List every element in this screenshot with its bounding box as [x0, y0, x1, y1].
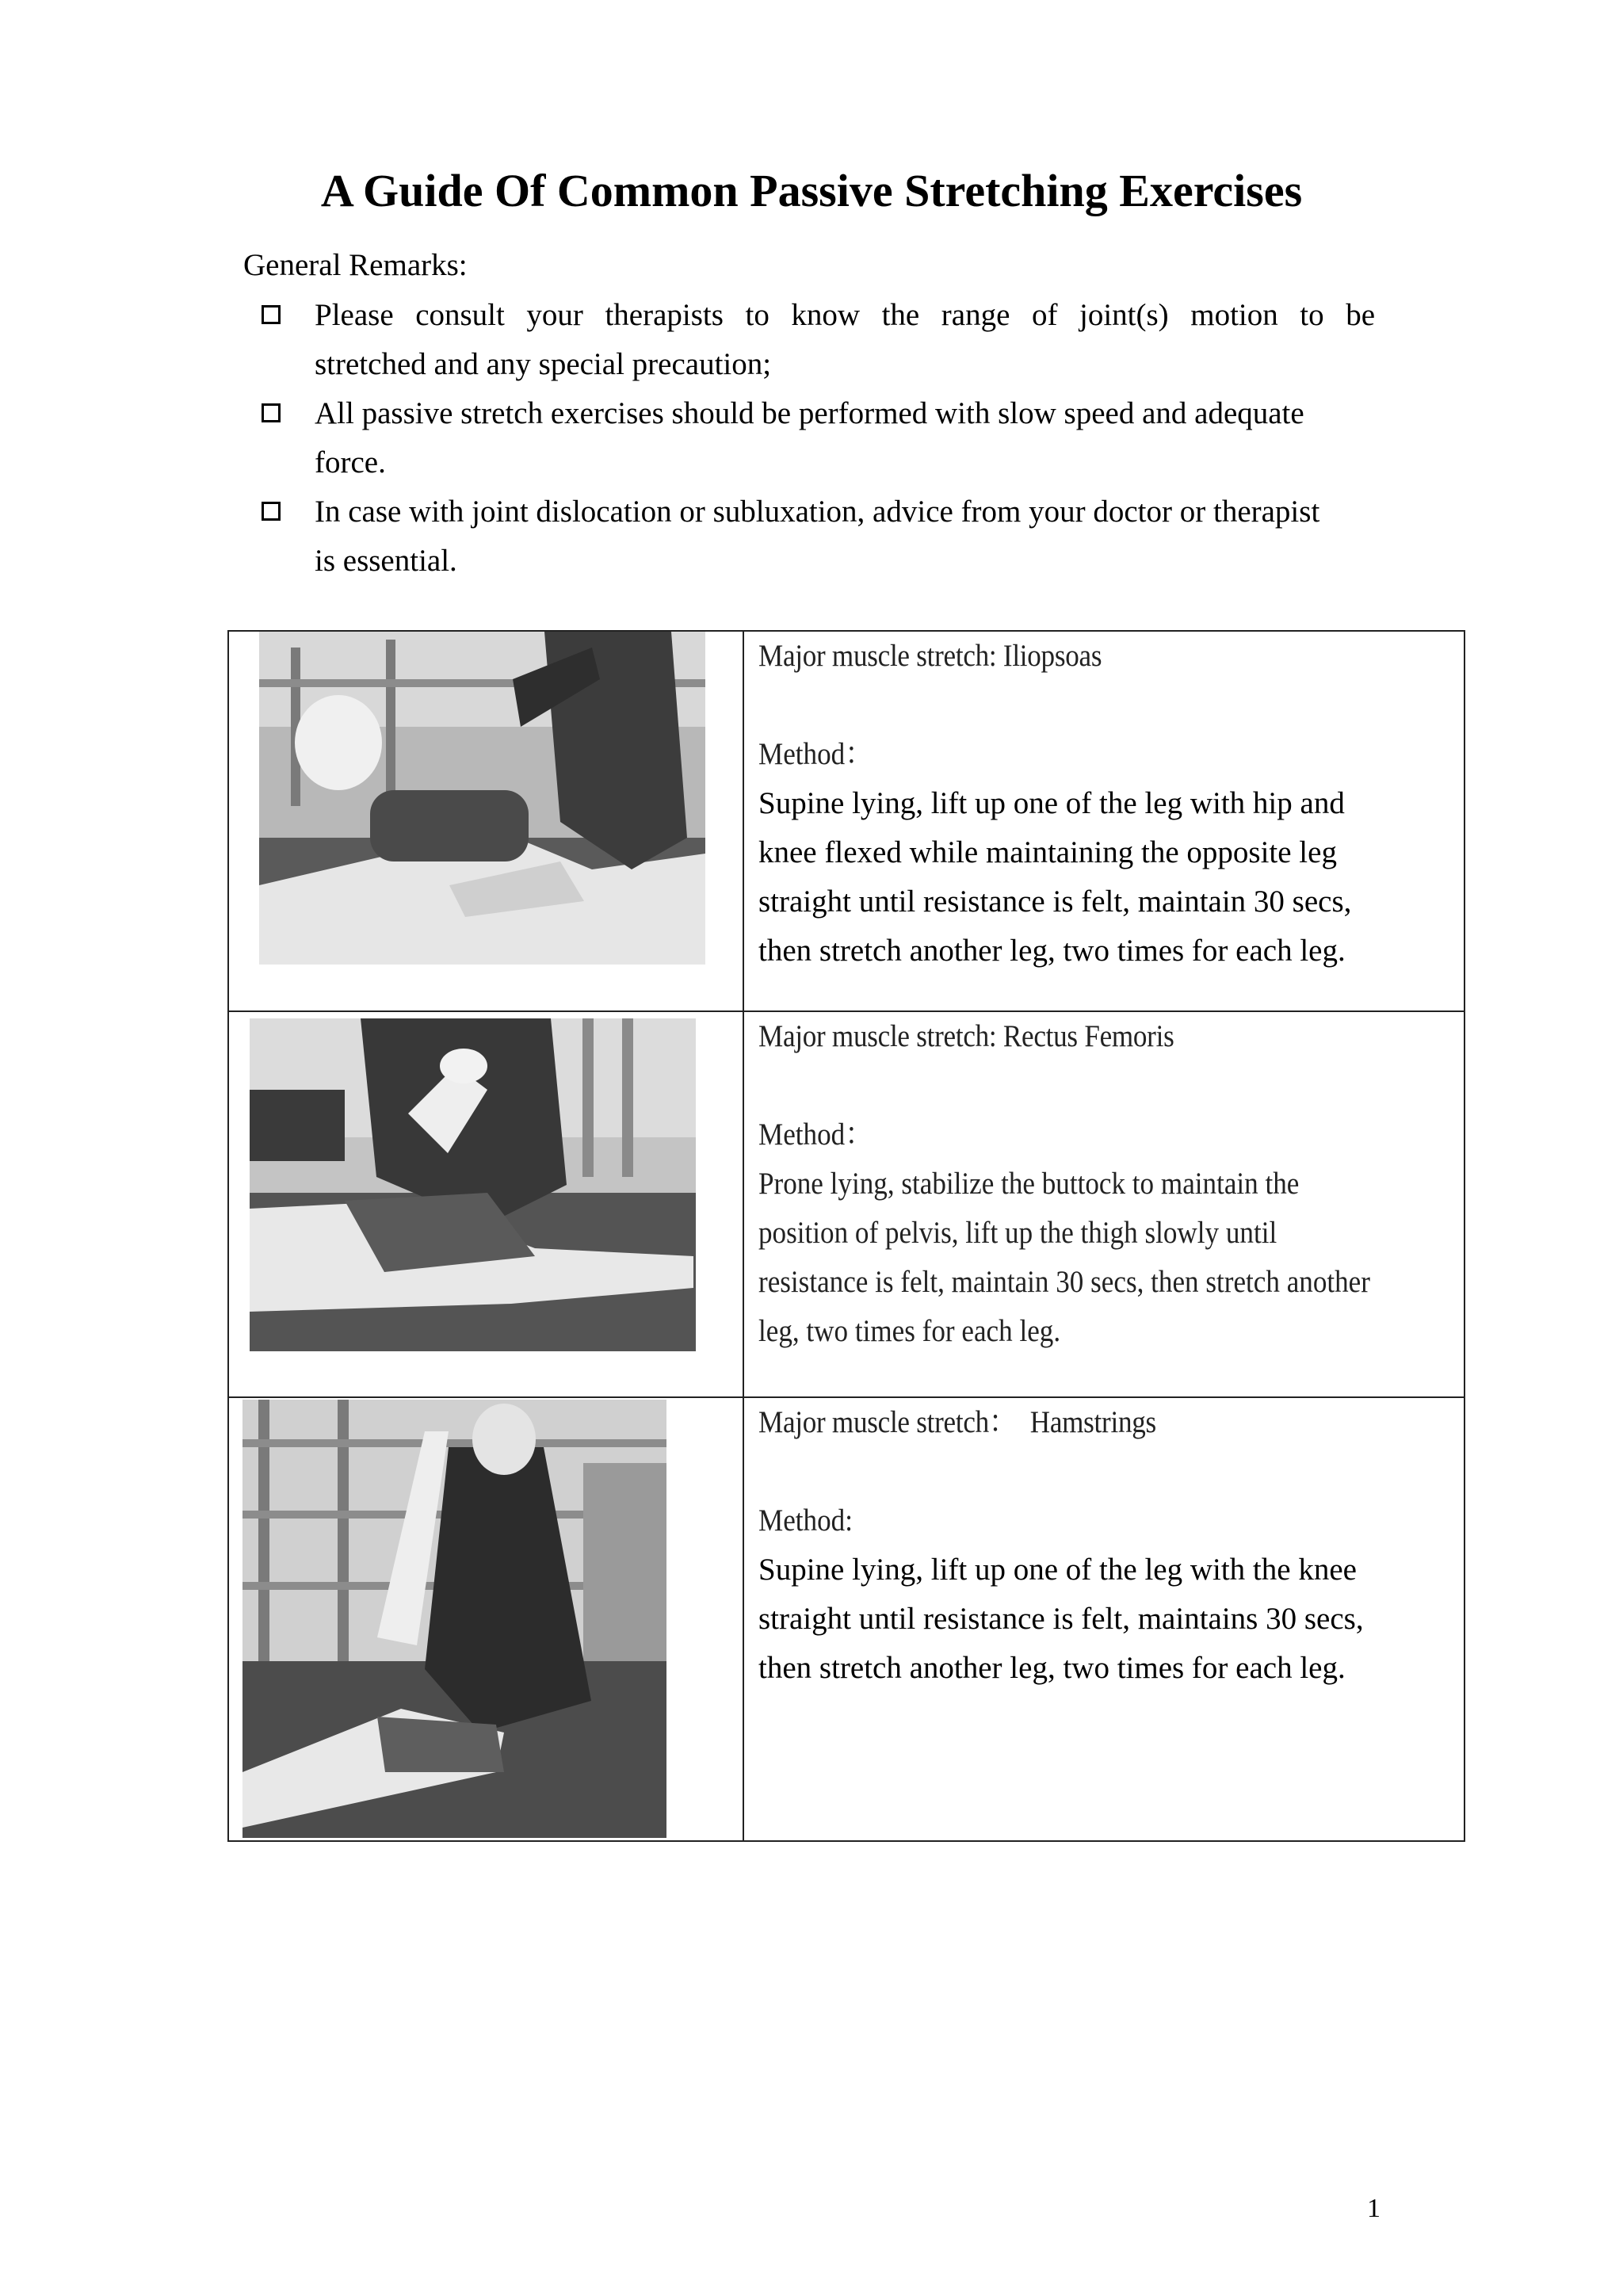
remark-line: In case with joint dislocation or subluxation, advice from your doctor or therapist — [315, 495, 1320, 529]
method-line: then stretch another leg, two times for each leg. — [758, 934, 1346, 968]
iliopsoas-stretch-photo — [259, 632, 705, 965]
description-cell — [743, 1011, 1465, 1397]
description-cell — [743, 1397, 1465, 1841]
rectus-femoris-stretch-photo — [250, 1018, 696, 1351]
remark-line: force. — [315, 445, 386, 479]
method-line: straight until resistance is felt, maintain 30 secs, — [758, 884, 1352, 919]
remark-line: Please consult your therapists to know the range of joint(s) motion to be — [315, 298, 1375, 332]
remark-line: All passive stretch exercises should be performed with slow speed and adequate — [315, 396, 1304, 430]
exercise-row — [228, 1397, 1465, 1841]
muscle-name: Major muscle stretch： Hamstrings — [758, 1405, 1156, 1439]
remark-item — [262, 389, 1375, 487]
exercise-table — [227, 630, 1465, 1842]
exercise-row — [228, 1011, 1465, 1397]
hamstrings-stretch-photo — [242, 1400, 666, 1838]
photo-cell — [228, 631, 743, 1011]
photo-cell — [228, 1011, 743, 1397]
muscle-name: Major muscle stretch: Iliopsoas — [758, 639, 1102, 673]
remark-line: is essential. — [315, 544, 457, 578]
checkbox-icon — [262, 502, 281, 521]
remark-item — [262, 291, 1375, 389]
method-label: Method： — [758, 737, 873, 771]
remark-line: stretched and any special precaution; — [315, 347, 772, 381]
remark-item — [262, 487, 1375, 586]
method-line: straight until resistance is felt, maintains 30 secs, — [758, 1602, 1364, 1636]
checkbox-icon — [262, 305, 281, 324]
method-line: leg, two times for each leg. — [758, 1314, 1061, 1348]
method-line: Supine lying, lift up one of the leg with hip and — [758, 786, 1345, 820]
photo-cell — [228, 1397, 743, 1841]
exercise-row — [228, 631, 1465, 1011]
method-line: Prone lying, stabilize the buttock to maintain the — [758, 1167, 1300, 1201]
method-label: Method： — [758, 1117, 873, 1152]
page-title: A Guide Of Common Passive Stretching Exercises — [320, 165, 1303, 216]
method-line: knee flexed while maintaining the opposite leg — [758, 835, 1337, 869]
checkbox-icon — [262, 403, 281, 422]
method-label: Method: — [758, 1503, 853, 1538]
muscle-name: Major muscle stretch: Rectus Femoris — [758, 1019, 1174, 1053]
method-line: position of pelvis, lift up the thigh slowly until — [758, 1216, 1277, 1250]
method-line: Supine lying, lift up one of the leg with the knee — [758, 1553, 1357, 1587]
page-number: 1 — [1367, 2194, 1381, 2223]
remarks-heading: General Remarks: — [243, 248, 468, 282]
method-line: then stretch another leg, two times for each leg. — [758, 1651, 1346, 1685]
method-line: resistance is felt, maintain 30 secs, then stretch another — [758, 1265, 1370, 1299]
description-cell — [743, 631, 1465, 1011]
